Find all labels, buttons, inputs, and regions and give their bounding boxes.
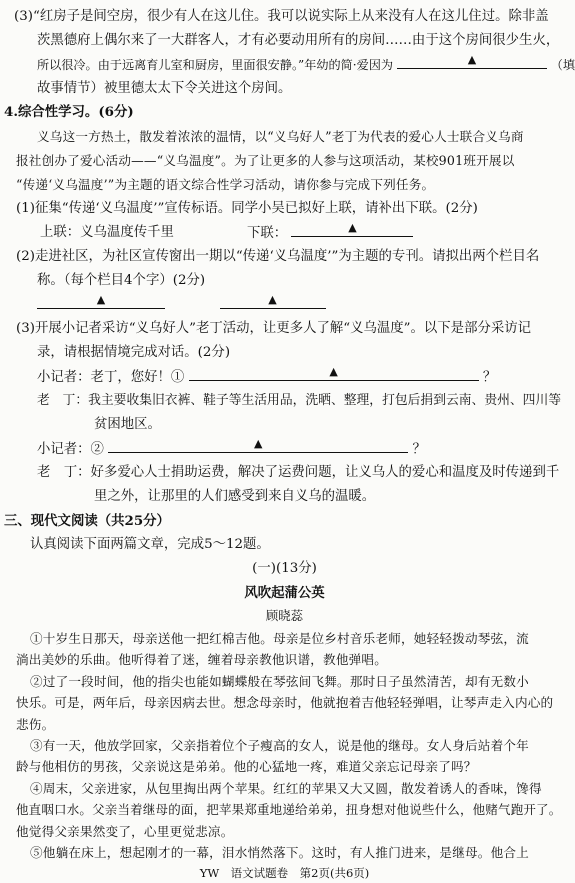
dialog-laoding-1b: 贫困地区。 [94, 417, 161, 432]
section3-instruction: 认真阅读下面两篇文章，完成5～12题。 [30, 537, 270, 552]
q4-title: 4.综合性学习。(6分) [4, 104, 134, 120]
paragraph-2-line1: ②过了一段时间，他的指尖也能如蝴蝶般在琴弦间飞舞。那时日子虽然清苦，却有无数小 [30, 673, 529, 689]
q3-answer-blank[interactable] [397, 53, 547, 69]
dialog-laoding-2: 老 丁：好多爱心人士捐助运费，解决了运费问题，让义乌人的爱心和温度及时传递到千 [37, 465, 560, 480]
q3-line-3-text: 所以很冷。由于远离育儿室和厨房，里面很安静。”年幼的简·爱因为 [37, 58, 394, 72]
q3-line-4: 故事情节）被里德太太下令关进这个房间。 [37, 81, 292, 96]
column-name-blank-2[interactable] [220, 293, 326, 309]
blank-marker-icon: ▲ [467, 53, 477, 66]
q4-sub3-line2: 录，请根据情境完成对话。(2分) [37, 345, 231, 360]
question-mark-2: ？ [412, 442, 426, 457]
column-name-blank-1[interactable] [37, 293, 165, 309]
blank-marker-icon: ▲ [96, 293, 106, 306]
q4-sub2-line2: 称。（每个栏目4个字）(2分) [37, 273, 206, 288]
article-author: 顾晓蕊 [265, 608, 304, 623]
section3-title: 三、现代文阅读（共25分） [4, 513, 170, 529]
q4-sub1: (1)征集“传递‘义乌温度’”宣传标语。同学小吴已拟好上联，请补出下联。(2分) [16, 201, 478, 216]
q3-line-2: 茨黑德府上偶尔来了一大群客人，才有必要动用所有的房间……由于这个房间很少生火， [37, 33, 560, 48]
reporter-question-1: 小记者：老丁，您好！① [37, 370, 185, 385]
paragraph-1-line2: 淌出美妙的乐曲。他听得着了迷，缠着母亲教他识谱，教他弹唱。 [16, 652, 388, 668]
reporter-question-2-blank[interactable] [108, 437, 408, 453]
paragraph-4-line3: 他觉得父亲果然变了，心里更觉悲凉。 [16, 823, 234, 839]
blank-marker-icon: ▲ [348, 221, 357, 234]
paragraph-1-line1: ①十岁生日那天，母亲送他一把红棉吉他。母亲是位乡村音乐老师，她轻轻拨动琴弦，流 [30, 631, 529, 646]
dialog-reporter-2 [37, 437, 426, 459]
xialian [247, 221, 413, 243]
q3-line-3 [37, 53, 575, 74]
blank-marker-icon: ▲ [253, 437, 263, 450]
paragraph-2-line2: 快乐。可是，两年后，母亲因病去世。想念母亲时，他就抱着吉他轻轻弹唱，让琴声走入内心的 [16, 695, 554, 711]
blank-marker-icon: ▲ [329, 365, 338, 378]
xialian-label: 下联： [247, 226, 288, 241]
paragraph-5-line1: ⑤他躺在床上，想起刚才的一幕，泪水悄然落下。这时，有人推门进来，是继母。他合上 [30, 845, 529, 860]
xialian-answer-blank[interactable] [291, 221, 413, 237]
dialog-laoding-1: 老 丁：我主要收集旧衣裤、鞋子等生活用品，洗晒、整理，打包后捐到云南、贵州、四川等 [37, 393, 562, 408]
dialog-reporter-1 [37, 365, 497, 387]
q3-line-1: (3)“红房子是间空房，很少有人在这儿住。我可以说实际上从来没有人在这儿住过。除非盖 [14, 9, 549, 24]
q4-intro-2: 报社创办了爱心活动——“义乌温度”。为了让更多的人参与这项活动，某校901班开展以 [16, 153, 515, 168]
q4-intro-1: 义乌这一方热土，散发着浓浓的温情，以“义乌好人”老丁为代表的爱心人士联合义乌商 [37, 129, 524, 144]
paragraph-2-line3: 悲伤。 [16, 716, 55, 732]
column-name-blanks [37, 293, 326, 315]
paragraph-4-line1: ④周末，父亲进家，从包里掏出两个苹果。红红的苹果又大又圆，散发着诱人的香味，馋得 [30, 780, 542, 796]
paragraph-4-line2: 他直咽口水。父亲当着继母的面，把苹果郑重地递给弟弟，扭身想对他说些什么，他赌气跑开了。 [16, 802, 562, 818]
q4-sub3-line1: (3)开展小记者采访“义乌好人”老丁活动，让更多人了解“义乌温度”。以下是部分采访记 [16, 321, 532, 336]
part-one-heading: (一)(13分) [252, 561, 317, 576]
shanglian: 上联：义乌温度传千里 [40, 225, 174, 240]
paragraph-3-line1: ③有一天，他放学回家，父亲指着位个子瘦高的女人，说是他的继母。女人身后站着个年 [30, 738, 529, 753]
article-title: 风吹起蒲公英 [244, 585, 325, 601]
dialog-laoding-2b: 里之外，让那里的人们感受到来自义乌的温暖。 [94, 489, 376, 504]
reporter-question-1-blank[interactable] [189, 365, 479, 381]
q4-sub2-line1: (2)走进社区，为社区宣传窗出一期以“传递‘义乌温度’”为主题的专刊。请拟出两个栏目名 [16, 249, 540, 264]
q4-intro-3: “传递‘义乌温度’”为主题的语文综合性学习活动，请你参与完成下列任务。 [16, 177, 435, 192]
question-mark-1: ？ [482, 370, 497, 385]
paragraph-3-line2: 龄与他相仿的男孩，父亲说这是弟弟。他的心猛地一疼，难道父亲忘记母亲了吗？ [16, 759, 477, 775]
page-footer: YW 语文试题卷 第2页(共6页) [199, 866, 370, 880]
blank-marker-icon: ▲ [268, 293, 277, 306]
reporter-question-2: 小记者：② [37, 442, 104, 457]
q3-fill-note: （填 [550, 58, 575, 72]
